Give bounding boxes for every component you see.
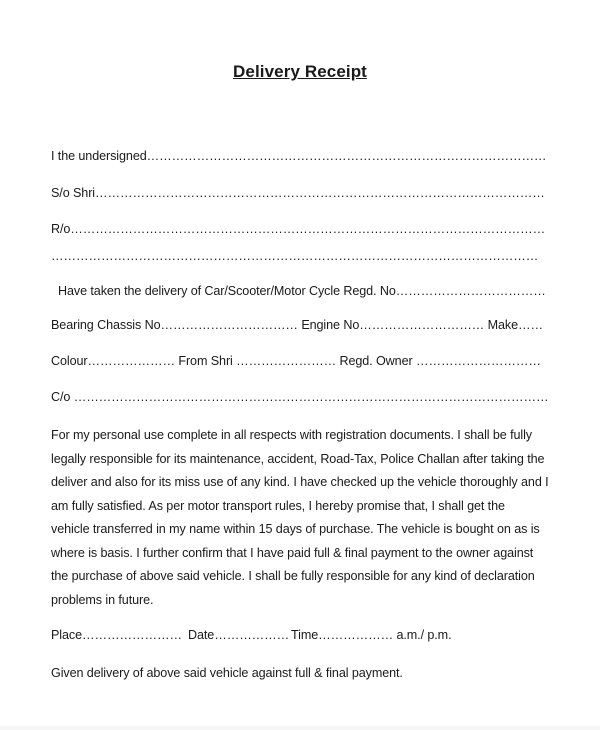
paragraph-line: problems in future.: [51, 592, 154, 607]
time-field: Time……………… a.m./ p.m.: [291, 628, 452, 642]
ro-line: R/o……………………………………………………………………………………………………: [51, 222, 546, 236]
so-shri-line: S/o Shri………………………………………………………………………………………………: [51, 186, 545, 200]
page-bottom-edge: [0, 726, 600, 730]
paragraph-line: For my personal use complete in all respects with registration documents. I shall be fully: [51, 428, 532, 442]
address-continuation-line: ………………………………………………………………………………………………………: [51, 249, 539, 263]
place-field: Place……………………: [51, 628, 182, 642]
paragraph-line: the purchase of above said vehicle. I shall be fully responsible for any kind of declaration: [51, 569, 535, 583]
paragraph-line: am fully satisfied. As per motor transport rules, I hereby promise that, I shall get the: [51, 498, 505, 513]
paragraph-line: legally responsible for its maintenance, accident, Road-Tax, Police Challan after taking the: [51, 451, 545, 466]
paragraph-line: where is basis. I further confirm that I have paid full & final payment to the owner against: [51, 545, 534, 560]
document-title: Delivery Receipt: [233, 62, 367, 81]
bearing-chassis-line: Bearing Chassis No…………………………… Engine No………………………… Make……: [51, 318, 543, 332]
colour-line: Colour………………… From Shri …………………… Regd. Owner …………………………: [51, 354, 541, 368]
paragraph-line: deliver and also for its miss use of any kind. I have checked up the vehicle thoroughly and I: [51, 475, 549, 489]
date-field: Date………………: [188, 628, 290, 642]
taken-delivery-line: Have taken the delivery of Car/Scooter/Motor Cycle Regd. No………………………………: [58, 284, 546, 298]
undersigned-line: I the undersigned……………………………………………………………………………………: [51, 149, 547, 163]
declaration-paragraph: [51, 424, 551, 612]
paragraph-line: vehicle transferred in my name within 15 days of purchase. The vehicle is bought on as is: [51, 522, 540, 536]
care-of-line: C/o ……………………………………………………………………………………………………: [51, 390, 549, 404]
closing-statement: Given delivery of above said vehicle against full & final payment.: [51, 666, 403, 680]
